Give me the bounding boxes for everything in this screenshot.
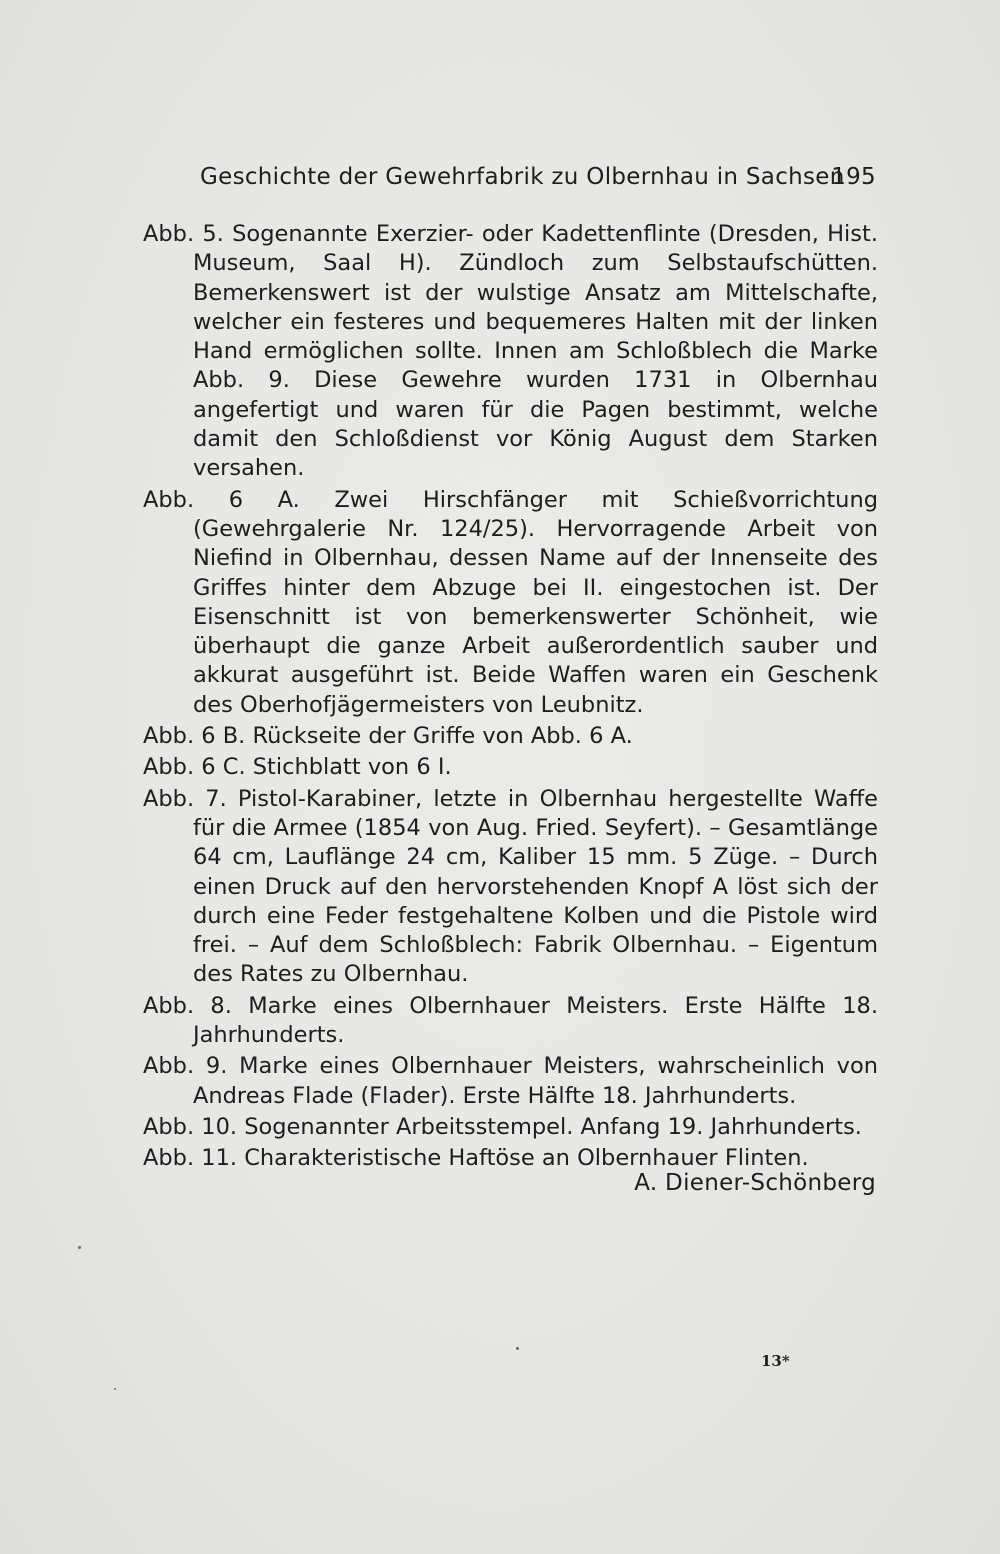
caption-text: Sogenannter Arbeitsstempel. Anfang 19. Jahrhunderts.	[244, 1113, 862, 1140]
caption-text: Marke eines Olbernhauer Meisters, wahrscheinlich von Andreas Flade (Flader). Erste Hälfte 18. Jahrhunderts.	[193, 1053, 878, 1109]
paper-speck	[516, 1347, 519, 1350]
paper-speck	[114, 1388, 116, 1390]
author-signature: A. Diener-Schönberg	[634, 1170, 876, 1196]
caption-text: Sogenannte Exerzier- oder Kadettenflinte (Dresden, Hist. Museum, Saal H). Zündloch zum Selbstaufschütten. Bemerkenswert ist der wulstige Ansatz am Mittelschafte, welcher ein festeres und bequemeres Halten mit der linken Hand ermöglichen sollte. Innen am Schloßblech die Marke Abb. 9. Diese Gewehre wurden 1731 in Olbernhau angefertigt und waren für die Pagen bestimmt, welche damit den Schloßdienst vor König August dem Starken versahen.	[193, 221, 879, 482]
caption-text: Pistol-Karabiner, letzte in Olbernhau hergestellte Waffe für die Armee (1854 von Aug. Fried. Seyfert). – Gesamtlänge 64 cm, Lauflänge 24 cm, Kaliber 15 mm. 5 Züge. – Durch einen Druck auf den hervorstehenden Knopf A löst sich der durch eine Feder festgehaltene Kolben und die Pistole wird frei. – Auf dem Schloßblech: Fabrik Olbernhau. – Eigentum des Rates zu Olbernhau.	[193, 785, 878, 988]
running-head-title: Geschichte der Gewehrfabrik zu Olbernhau in Sachsen	[200, 164, 845, 190]
caption-text: Charakteristische Haftöse an Olbernhauer Flinten.	[244, 1145, 809, 1172]
caption-entry-abb-5	[143, 220, 878, 484]
page-number: 195	[831, 164, 876, 190]
caption-ref: Abb. 9.	[143, 1053, 228, 1080]
caption-ref: Abb. 8.	[143, 992, 232, 1019]
caption-text: Marke eines Olbernhauer Meisters. Erste Hälfte 18. Jahrhunderts.	[193, 992, 879, 1049]
caption-text: Rückseite der Griffe von Abb. 6 A.	[252, 723, 633, 750]
caption-ref: Abb. 10.	[143, 1113, 238, 1140]
caption-text: Zwei Hirschfänger mit Schießvorrichtung (Gewehrgalerie Nr. 124/25). Hervorragende Arbeit von Niefind in Olbernhau, dessen Name auf der Innenseite des Griffes hinter dem Abzuge bei II. eingestochen ist. Der Eisenschnitt ist von bemerkenswerter Schönheit, wie überhaupt die ganze Arbeit außerordentlich sauber und akkurat ausgeführt ist. Beide Waffen waren ein Geschenk des Oberhofjägermeisters von Leubnitz.	[193, 486, 878, 718]
caption-entry-abb-6b	[143, 722, 878, 751]
caption-ref: Abb. 6 A.	[143, 486, 300, 513]
caption-entry-abb-8	[143, 992, 878, 1051]
caption-entry-abb-6a	[143, 486, 878, 720]
paper-speck	[78, 1246, 81, 1249]
caption-text: Stichblatt von 6 I.	[252, 754, 452, 781]
caption-entry-abb-7	[143, 785, 878, 990]
caption-ref: Abb. 6 B.	[143, 723, 246, 750]
caption-ref: Abb. 5.	[143, 221, 224, 247]
caption-ref: Abb. 7.	[143, 785, 227, 812]
caption-ref: Abb. 6 C.	[143, 754, 246, 781]
caption-ref: Abb. 11.	[143, 1145, 238, 1172]
sheet-signature: 13*	[761, 1352, 790, 1370]
caption-entry-abb-10	[143, 1113, 878, 1142]
figure-caption-list	[143, 220, 878, 1176]
caption-entry-abb-9	[143, 1052, 878, 1111]
running-head	[200, 160, 876, 200]
caption-entry-abb-6c	[143, 753, 878, 782]
